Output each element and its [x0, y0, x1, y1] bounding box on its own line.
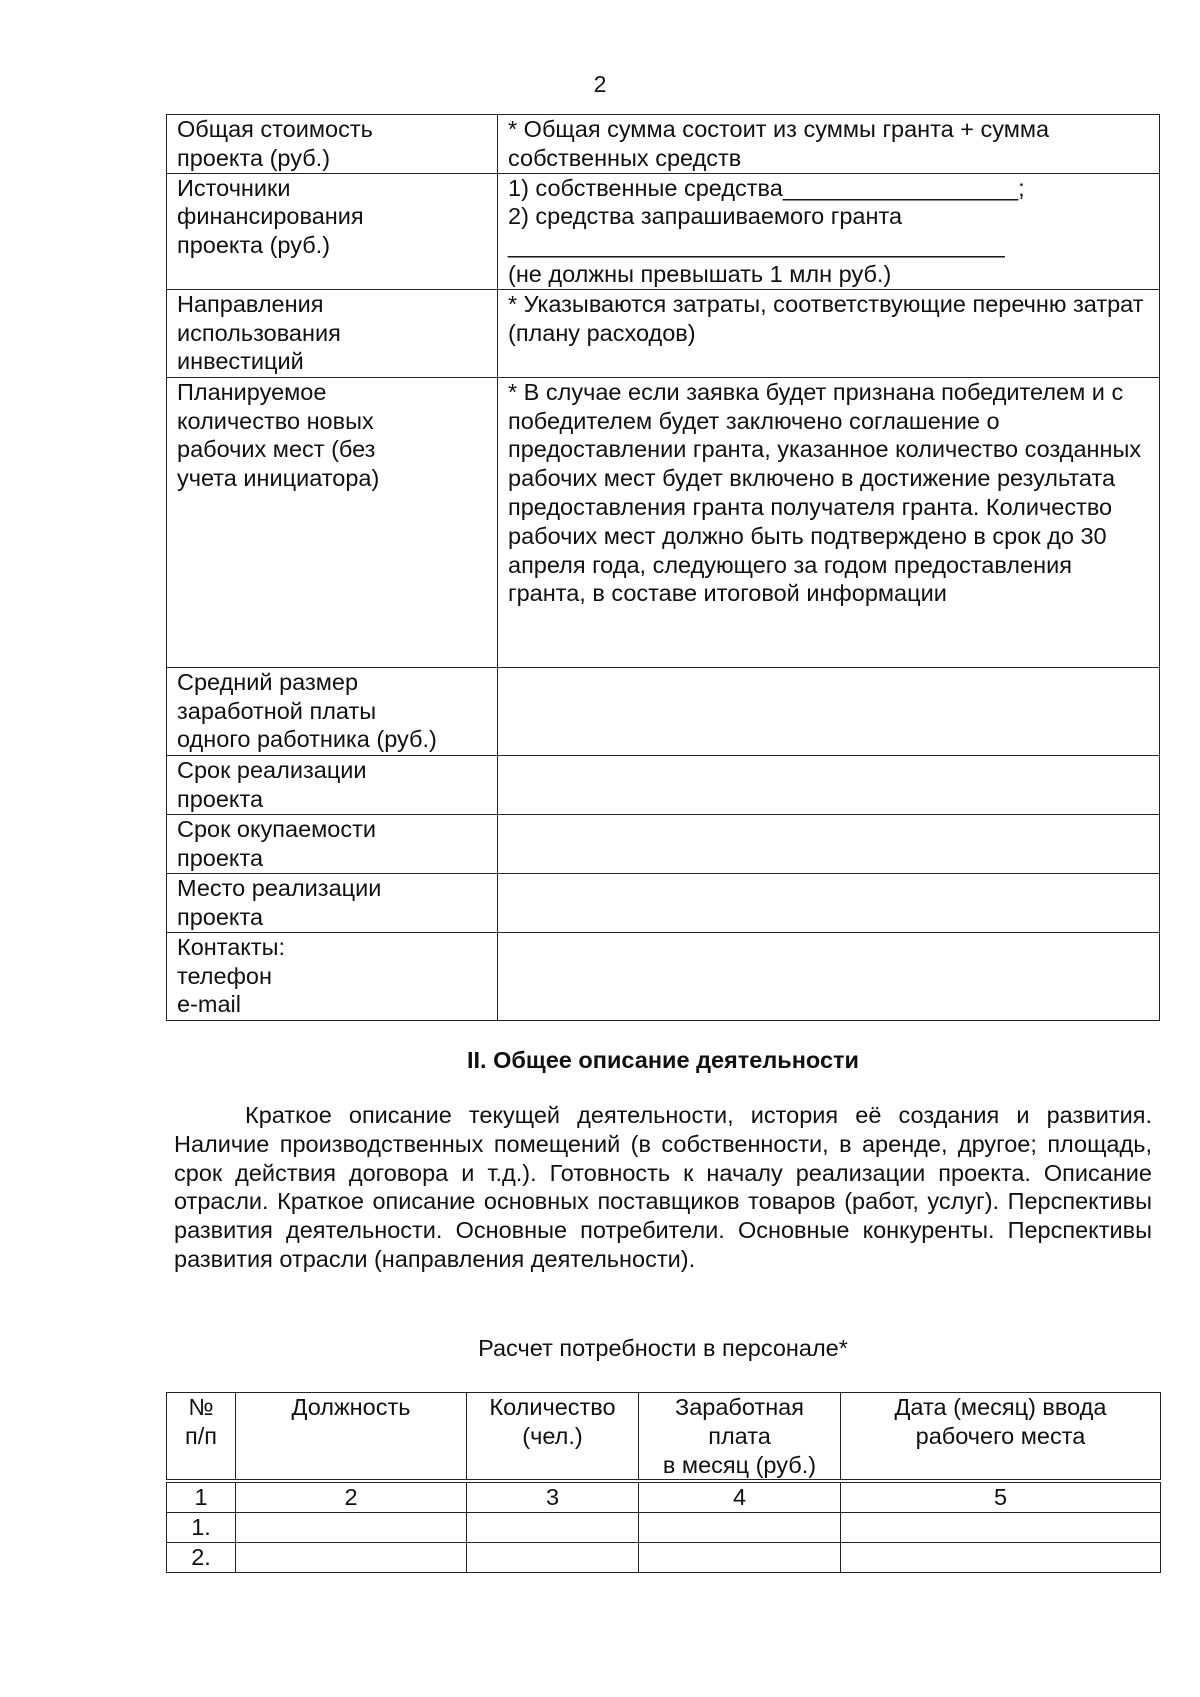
- column-number: 5: [841, 1481, 1161, 1512]
- row-label-new-jobs: Планируемое количество новых рабочих мест (без учета инициатора): [167, 377, 498, 667]
- staff-table: [166, 1392, 1161, 1573]
- row-label-average-salary: Средний размер заработной платы одного работника (руб.): [167, 667, 498, 755]
- row-label-payback-period: Срок окупаемости проекта: [167, 814, 498, 873]
- row-label-total-cost: Общая стоимость проекта (руб.): [167, 115, 498, 174]
- row-index: 2.: [167, 1542, 236, 1572]
- table-row: [167, 814, 1160, 873]
- row-value-investment-directions: * Указываются затраты, соответствующие перечню затрат (плану расходов): [498, 289, 1160, 377]
- salary-cell: [639, 1513, 841, 1543]
- row-label-location: Место реализации проекта: [167, 873, 498, 932]
- table-row: [167, 289, 1160, 377]
- row-label-implementation-period: Срок реализации проекта: [167, 755, 498, 814]
- row-label-funding-sources: Источники финансирования проекта (руб.): [167, 173, 498, 289]
- row-value-total-cost: * Общая сумма состоит из суммы гранта + сумма собственных средств: [498, 115, 1160, 174]
- table-header-row: [167, 1393, 1161, 1482]
- salary-cell: [639, 1542, 841, 1572]
- table-row: [167, 667, 1160, 755]
- table-row: [167, 1513, 1161, 1543]
- staff-table-caption: Расчет потребности в персонале*: [478, 1335, 848, 1361]
- column-number: 3: [467, 1481, 639, 1512]
- row-value-new-jobs: * В случае если заявка будет признана победителем и с победителем будет заключено соглашение о предоставлении гранта, указанное количество созданных рабочих мест будет включено в достижение результата предоставления гранта получателя гранта. Количество рабочих мест должно быть подтверждено в срок до 30 апреля года, следующего за годом предоставления гранта, в составе итоговой информации: [498, 377, 1160, 667]
- section-paragraph: Краткое описание текущей деятельности, история её создания и развития. Наличие производственных помещений (в собственности, в аренде, другое; площадь, срок действия договора и т.д.). Готовность к началу реализации проекта. Описание отрасли. Краткое описание основных поставщиков товаров (работ, услуг). Перспективы развития деятельности. Основные потребители. Основные конкуренты. Перспективы развития отрасли (направления деятельности).: [174, 1102, 1152, 1272]
- quantity-cell: [467, 1542, 639, 1572]
- table-row: [167, 755, 1160, 814]
- row-value-payback-period: [498, 814, 1160, 873]
- quantity-cell: [467, 1513, 639, 1543]
- column-number: 2: [236, 1481, 467, 1512]
- table-row: [167, 932, 1160, 1020]
- table-row: [167, 1542, 1161, 1572]
- page-number: 2: [593, 71, 607, 97]
- start-date-cell: [841, 1513, 1161, 1543]
- column-number: 4: [639, 1481, 841, 1512]
- table-column-numbers-row: [167, 1481, 1161, 1512]
- column-number: 1: [167, 1481, 236, 1512]
- row-index: 1.: [167, 1513, 236, 1543]
- header-position: Должность: [236, 1393, 467, 1482]
- row-value-implementation-period: [498, 755, 1160, 814]
- header-number: № п/п: [167, 1393, 236, 1482]
- table-row: [167, 115, 1160, 174]
- row-label-contacts: Контакты: телефон e-mail: [167, 932, 498, 1020]
- row-value-location: [498, 873, 1160, 932]
- row-value-funding-sources: 1) собственные средства__________________; 2) средства запрашиваемого гранта ______________________________________ (не должны превышать 1 млн руб.): [498, 173, 1160, 289]
- position-cell: [236, 1542, 467, 1572]
- header-salary: Заработная плата в месяц (руб.): [639, 1393, 841, 1482]
- header-start-date: Дата (месяц) ввода рабочего места: [841, 1393, 1161, 1482]
- project-info-table: [166, 114, 1160, 1021]
- position-cell: [236, 1513, 467, 1543]
- row-value-average-salary: [498, 667, 1160, 755]
- header-quantity: Количество (чел.): [467, 1393, 639, 1482]
- start-date-cell: [841, 1542, 1161, 1572]
- table-row: [167, 873, 1160, 932]
- table-row: [167, 377, 1160, 667]
- section-title: II. Общее описание деятельности: [467, 1047, 859, 1073]
- table-row: [167, 173, 1160, 289]
- row-value-contacts: [498, 932, 1160, 1020]
- row-label-investment-directions: Направления использования инвестиций: [167, 289, 498, 377]
